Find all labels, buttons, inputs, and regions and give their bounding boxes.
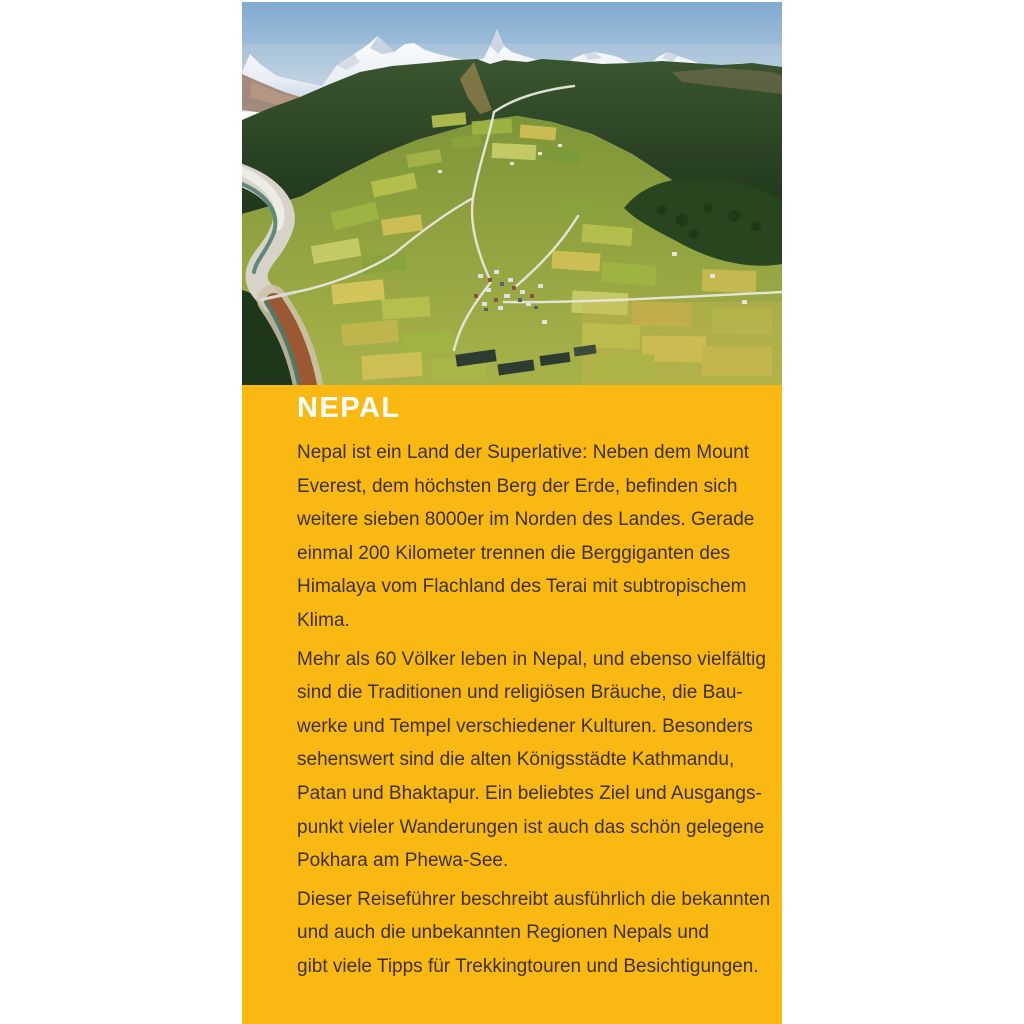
body-line: Mehr als 60 Völker leben in Nepal, und ebenso vielfältig: [297, 648, 766, 670]
body-line: sehenswert sind die alten Königsstädte Kathmandu,: [297, 749, 735, 771]
cover-description: [297, 436, 771, 984]
body-line: Nepal ist ein Land der Superlative: Neben dem Mount: [297, 442, 750, 463]
body-line: Klima.: [297, 609, 350, 631]
cover-photo: [242, 2, 782, 385]
body-line: einmal 200 Kilometer trennen die Berggiganten des: [297, 542, 731, 564]
description-panel: [242, 385, 782, 1024]
paragraph-2: [297, 643, 766, 878]
paragraph-3: [297, 883, 771, 984]
body-line: gibt viele Tipps für Trekkingtouren und Besichtigungen.: [297, 955, 759, 977]
body-line: punkt vieler Wanderungen ist auch das schön gelegene: [297, 816, 765, 838]
cover-title: NEPAL: [297, 392, 401, 424]
body-line: und auch die unbekannten Regionen Nepals und: [297, 922, 709, 944]
body-line: Himalaya vom Flachland des Terai mit subtropischem: [297, 576, 747, 598]
paragraph-1: [297, 436, 754, 638]
body-line: weitere sieben 8000er im Norden des Landes. Gerade: [297, 509, 755, 531]
body-line: Pokhara am Phewa-See.: [297, 850, 509, 872]
body-line: Patan und Bhaktapur. Ein beliebtes Ziel und Ausgangs-: [297, 782, 762, 804]
body-line: werke und Tempel verschiedener Kulturen. Besonders: [297, 715, 753, 737]
book-cover: [242, 0, 782, 1024]
cover-photo-illustration: [242, 2, 782, 385]
body-line: Dieser Reiseführer beschreibt ausführlich die bekannten: [297, 888, 771, 910]
body-line: Everest, dem höchsten Berg der Erde, befinden sich: [297, 475, 738, 497]
body-line: sind die Traditionen und religiösen Bräuche, die Bau-: [297, 682, 743, 704]
